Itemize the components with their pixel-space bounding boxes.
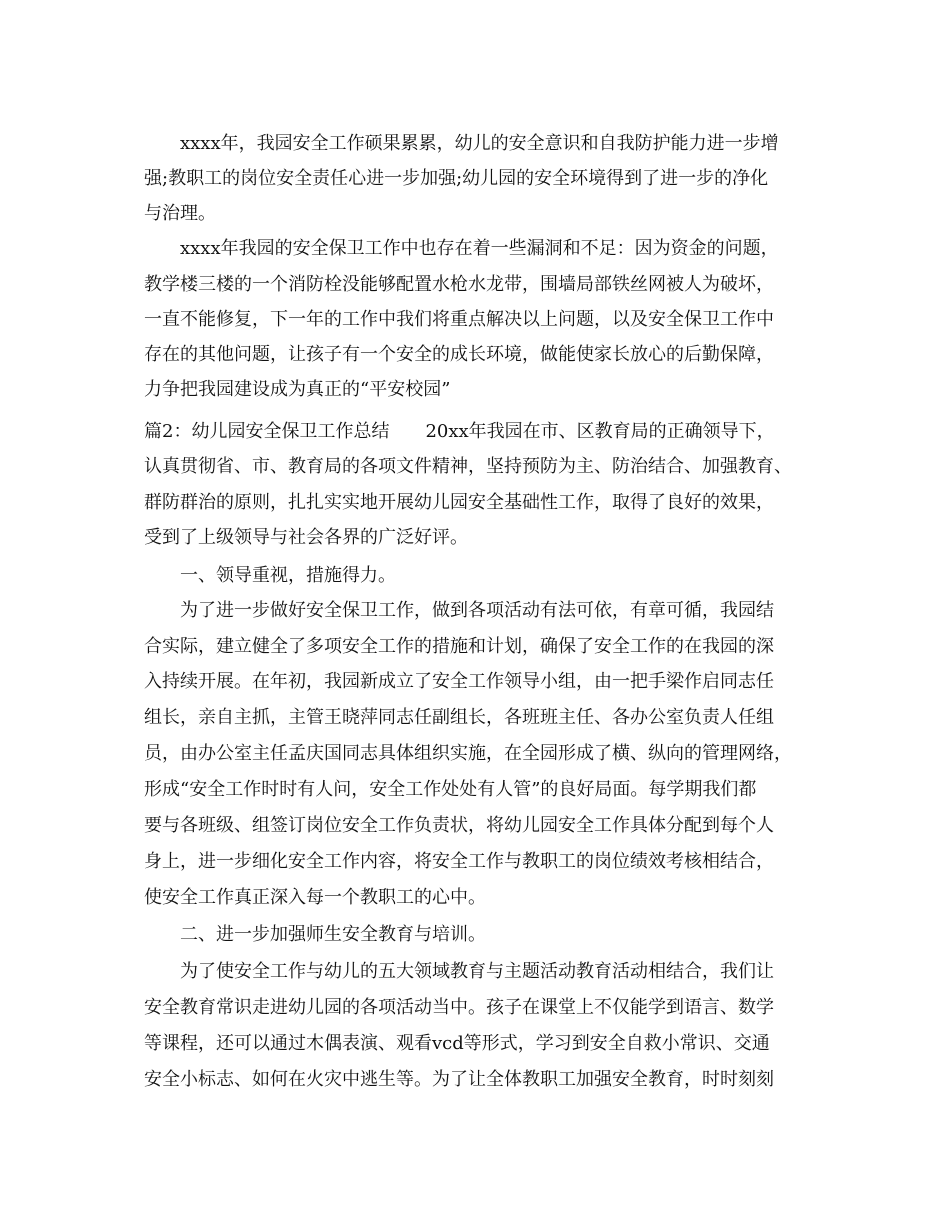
section-heading-line: 篇2：幼儿园安全保卫工作总结 20xx年我园在市、区教育局的正确领导下， xyxy=(144,421,775,442)
paragraph-line: xxxx年，我园安全工作硕果累累，幼儿的安全意识和自我防护能力进一步增 xyxy=(180,133,779,154)
subheading-line: 一、领导重视，措施得力。 xyxy=(180,565,396,586)
paragraph-line: 受到了上级领导与社会各界的广泛好评。 xyxy=(144,527,468,548)
paragraph-line: 员，由办公室主任孟庆国同志具体组织实施，在全园形成了横、纵向的管理网络， xyxy=(144,743,792,764)
paragraph-line: 要与各班级、组签订岗位安全工作负责状，将幼儿园安全工作具体分配到每个人 xyxy=(144,815,774,836)
paragraph-line: 认真贯彻省、市、教育局的各项文件精神，坚持预防为主、防治结合、加强教育、 xyxy=(144,456,792,477)
paragraph-line: 一直不能修复，下一年的工作中我们将重点解决以上问题，以及安全保卫工作中 xyxy=(144,309,774,330)
paragraph-line: 安全教育常识走进幼儿园的各项活动当中。孩子在课堂上不仅能学到语言、数学 xyxy=(144,997,774,1018)
paragraph-line: 与治理。 xyxy=(144,203,216,224)
paragraph-line: 身上，进一步细化安全工作内容，将安全工作与教职工的岗位绩效考核相结合， xyxy=(144,851,774,872)
paragraph-line: 存在的其他问题，让孩子有一个安全的成长环境，做能使家长放心的后勤保障， xyxy=(144,344,774,365)
paragraph-line: 群防群治的原则，扎扎实实地开展幼儿园安全基础性工作，取得了良好的效果， xyxy=(144,492,774,513)
paragraph-line: 组长，亲自主抓，主管王晓萍同志任副组长，各班班主任、各办公室负责人任组 xyxy=(144,707,774,728)
paragraph-line: 强;教职工的岗位安全责任心进一步加强;幼儿园的安全环境得到了进一步的净化 xyxy=(144,168,769,189)
subheading-line: 二、进一步加强师生安全教育与培训。 xyxy=(180,924,486,945)
paragraph-line: 力争把我园建设成为真正的“平安校园” xyxy=(144,379,451,400)
paragraph-line: 为了使安全工作与幼儿的五大领域教育与主题活动教育活动相结合，我们让 xyxy=(180,961,774,982)
paragraph-line: 使安全工作真正深入每一个教职工的心中。 xyxy=(144,887,486,908)
paragraph-line: 入持续开展。在年初，我园新成立了安全工作领导小组，由一把手梁作启同志任 xyxy=(144,671,774,692)
paragraph-line: 为了进一步做好安全保卫工作，做到各项活动有法可依，有章可循，我园结 xyxy=(180,600,774,621)
paragraph-line: 形成“安全工作时时有人问，安全工作处处有人管”的良好局面。每学期我们都 xyxy=(144,779,757,800)
paragraph-line: 合实际，建立健全了多项安全工作的措施和计划，确保了安全工作的在我园的深 xyxy=(144,636,774,657)
paragraph-line: xxxx年我园的安全保卫工作中也存在着一些漏洞和不足：因为资金的问题， xyxy=(180,238,779,259)
paragraph-line: 等课程，还可以通过木偶表演、观看vcd等形式，学习到安全自救小常识、交通 xyxy=(144,1033,770,1054)
paragraph-line: 教学楼三楼的一个消防栓没能够配置水枪水龙带，围墙局部铁丝网被人为破坏， xyxy=(144,274,774,295)
paragraph-line: 安全小标志、如何在火灾中逃生等。为了让全体教职工加强安全教育，时时刻刻 xyxy=(144,1069,774,1090)
